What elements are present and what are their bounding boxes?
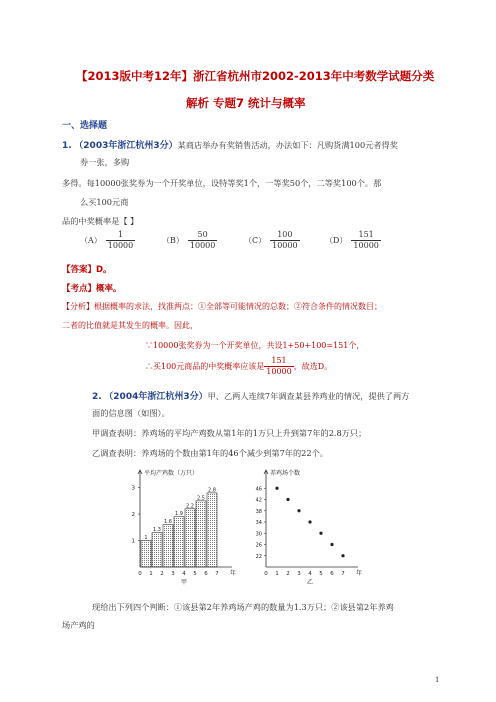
x-tick-label: 2 — [160, 571, 164, 577]
q1-analysis4-num: 151 — [264, 356, 293, 367]
x-tick-label: 3 — [297, 571, 301, 577]
option-a-num: 1 — [106, 230, 135, 241]
y-tick-label: 34 — [255, 520, 262, 526]
y-tick-label: 22 — [255, 553, 262, 560]
x-tick-label: 7 — [341, 571, 345, 577]
bar-value-label: 1.3 — [153, 527, 161, 534]
y-tick-label: 38 — [255, 508, 262, 515]
bar — [174, 517, 184, 567]
option-c-num: 100 — [270, 230, 299, 241]
q1-analysis1-text: 【分析】根据概率的求法，找准两点：①全部等可能情况的总数；②符合条件的情况数目； — [62, 302, 382, 311]
scatter-point — [275, 487, 278, 490]
q2-line5: 现给出下列四个判断：①该县第2年养鸡场产鸡的数量为1.3万只；②该县第2年养鸡 — [92, 602, 394, 612]
q1-number: 1. — [62, 141, 72, 151]
option-b-label: （B） — [162, 236, 184, 245]
y-tick-label: 46 — [255, 486, 262, 493]
q1-analysis4-pre: ∴买100元商品的中奖概率应该是 — [145, 362, 265, 371]
q1-line5: 品的中奖概率是【 】 — [62, 216, 139, 226]
x-tick-label: 4 — [308, 571, 312, 577]
option-c-fraction — [270, 230, 299, 251]
option-d — [325, 230, 381, 251]
page-number: 1 — [435, 676, 440, 684]
q1-line1: 某商店举办有奖销售活动，办法如下：凡购货满100元者得奖 — [177, 140, 398, 150]
x-tick-label: 0 — [264, 571, 268, 577]
option-d-num: 151 — [351, 230, 380, 241]
q1-source: （2003年浙江杭州3分） — [74, 141, 178, 151]
y-tick-label: 42 — [255, 497, 262, 504]
y-tick-label: 2 — [131, 512, 135, 519]
q2-number: 2. — [92, 392, 102, 402]
option-b-fraction — [188, 230, 217, 251]
scatter-point — [308, 520, 311, 523]
scatter-point — [297, 509, 300, 512]
x-tick-label: 5 — [193, 571, 197, 577]
q2-line6: 场产鸡的 — [62, 620, 95, 630]
x-axis-label: 乙 — [306, 579, 314, 586]
chart-jia — [132, 469, 237, 586]
x-tick-label: 3 — [171, 571, 175, 577]
x-tick-label: 5 — [319, 571, 323, 577]
option-d-fraction — [351, 230, 380, 251]
x-tick-label: 0 — [138, 571, 142, 577]
y-tick-label: 26 — [255, 542, 262, 549]
q1-answer: 【答案】D。 — [62, 265, 112, 275]
q1-line3: 多得。每10000张奖券为一个开奖单位，设特等奖1个，一等奖50个，二等奖100个。那 — [62, 178, 382, 188]
q1-analysis3: ∵10000张奖券为一个开奖单位，共设1+50+100=151个， — [145, 341, 365, 350]
option-b-num: 50 — [188, 230, 217, 241]
option-b — [162, 230, 217, 251]
bar-value-label: 1 — [144, 535, 148, 542]
x-tick-label: 6 — [330, 571, 334, 577]
x-tick-label: 7 — [215, 571, 219, 577]
chart-title: 平均产鸡数（万只） — [144, 470, 199, 477]
bar-value-label: 2.5 — [197, 495, 205, 502]
q1-line4: 么买100元商 — [80, 197, 129, 207]
section-heading: 一、选择题 — [62, 121, 108, 131]
bar-value-label: 2.8 — [208, 487, 216, 494]
x-axis-unit: 年 — [356, 570, 363, 577]
q1-analysis4-fraction — [264, 356, 293, 377]
q1-analysis1 — [62, 301, 382, 312]
option-a-label: （A） — [80, 236, 102, 245]
option-b-den: 10000 — [189, 241, 216, 250]
x-tick-label: 1 — [275, 571, 279, 577]
q2-line2: 面的信息图（如图）。 — [92, 408, 170, 418]
q1-line2: 券一张，多购 — [80, 157, 130, 167]
bar — [163, 525, 173, 567]
q1-analysis4-post: ，故选D。 — [293, 362, 333, 371]
option-c-den: 10000 — [272, 241, 298, 250]
y-tick-label: 1 — [131, 538, 135, 545]
y-tick-label: 30 — [255, 531, 262, 538]
bar-value-label: 1.9 — [175, 511, 183, 518]
y-tick-label: 3 — [131, 485, 135, 492]
q2-source: （2004年浙江杭州3分） — [104, 392, 208, 402]
q2-charts — [118, 462, 378, 590]
chart-yi — [256, 469, 362, 586]
scatter-point — [330, 543, 333, 546]
doc-title-line2: 解析 专题7 统计与概率 — [186, 96, 306, 110]
scatter-point — [286, 498, 289, 501]
q2-line3: 甲调查表明：养鸡场的平均产鸡数从第1年的1万只上升到第7年的2.8万只； — [92, 428, 367, 438]
bar — [207, 493, 217, 567]
chart-title: 养鸡场个数 — [270, 470, 301, 477]
bar-value-label: 2.2 — [186, 503, 194, 510]
scatter-point — [341, 554, 344, 557]
q1-analysis4 — [145, 356, 332, 377]
q1-analysis2: 二者的比值就是其发生的概率。因此， — [62, 321, 198, 330]
doc-title-line1: 【2013版中考12年】浙江省杭州市2002-2013年中考数学试题分类 — [76, 69, 435, 83]
q2-line1: 甲、乙两人连续7年调查某县养鸡业的情况，提供了两方 — [207, 391, 410, 401]
x-tick-label: 1 — [149, 571, 153, 577]
q2-line4: 乙调查表明：养鸡场的个数由第1年的46个减少到第7年的22个。 — [92, 448, 328, 458]
x-tick-label: 2 — [286, 571, 290, 577]
option-d-label: （D） — [325, 236, 348, 245]
q1-analysis4-den: 10000 — [266, 367, 292, 376]
bar — [152, 533, 162, 567]
option-d-den: 10000 — [353, 241, 379, 250]
bar-value-label: 1.6 — [164, 519, 172, 526]
x-axis-unit: 年 — [230, 570, 237, 577]
scatter-point — [319, 532, 322, 535]
q1-first-line — [62, 138, 398, 151]
x-tick-label: 6 — [204, 571, 208, 577]
option-a-fraction — [106, 230, 135, 251]
x-axis-label: 甲 — [180, 579, 188, 586]
option-a — [80, 230, 135, 251]
q1-point: 【考点】概率。 — [62, 284, 122, 294]
x-tick-label: 4 — [182, 571, 186, 577]
option-c — [244, 230, 300, 251]
option-c-label: （C） — [244, 236, 267, 245]
bar — [185, 509, 195, 567]
option-a-den: 10000 — [107, 241, 134, 250]
bar — [141, 541, 151, 567]
q2-first-line — [92, 389, 409, 402]
bar — [196, 501, 206, 567]
